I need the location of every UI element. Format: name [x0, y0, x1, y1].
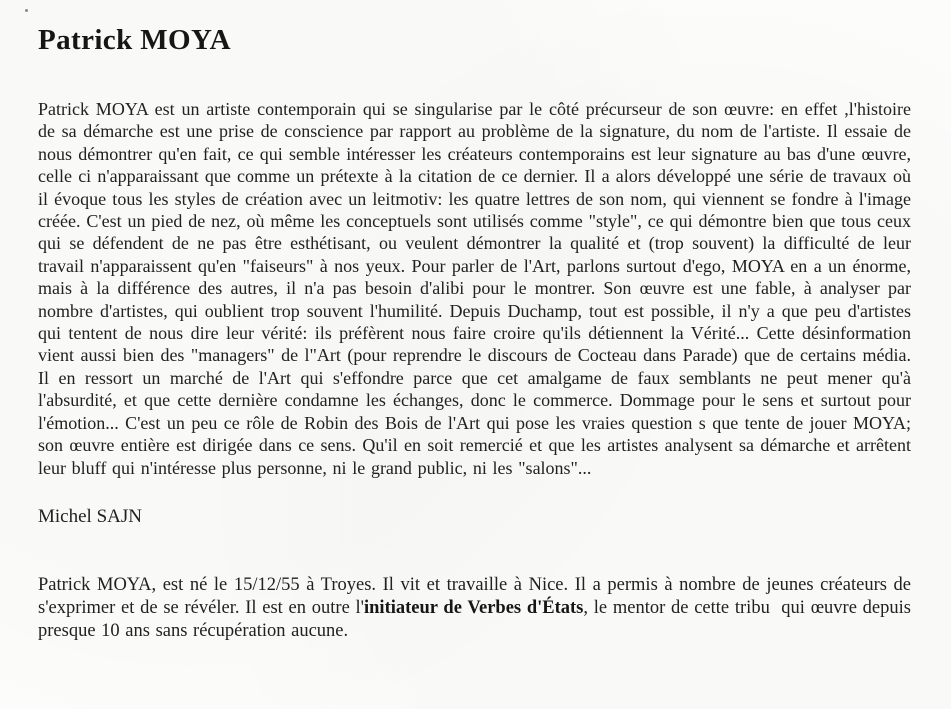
bio-text-post: , le mentor de cette tribu qui œuvre depuis presque 10 ans sans récupération aucune. — [38, 597, 911, 641]
scan-speck — [25, 9, 28, 12]
bio-text-pre: Patrick MOYA, est né le 15/12/55 à Troyes. Il vit et travaille à Nice. Il a permis à nombre de jeunes créateurs de s'exprimer et de se révéler. Il est en outre l' — [38, 574, 911, 618]
bio-text-bold: initiateur de Verbes d'États — [364, 597, 584, 618]
main-paragraph: Patrick MOYA est un artiste contemporain qui se singularise par le côté précurseur de son œuvre: en effet ,l'histoire de sa démarche est une prise de conscience par rapport au problème de la signature, du nom de l'artiste. Il essaie de nous démontrer qu'en fait, ce qui semble intéresser les créateurs contemporains est leur signature au bas d'une œuvre, celle ci n'apparaissant que comme un prétexte à la citation de ce dernier. Il a alors développé une série de travaux où il évoque tous les styles de création avec un leitmotiv: les quatre lettres de son nom, qui viennent se fondre à l'image créée. C'est un pied de nez, où même les conceptuels sont utilisés comme "style", ce qui démontre bien que tous ceux qui se défendent de ne pas être esthétisant, ou veulent démontrer la qualité et (trop souvent) la difficulté de leur travail n'apparaissent qu'en "faiseurs" à nos yeux. Pour parler de l'Art, parlons surtout d'ego, MOYA en a un énorme, mais à la différence des autres, il n'a pas besoin d'alibi pour le montrer. Son œuvre est une fable, à analyser par nombre d'artistes, qui oublient trop souvent l'humilité. Depuis Duchamp, tout est possible, il n'y a que peu d'artistes qui tentent de nous dire leur vérité: ils préfèrent nous faire croire qu'ils détiennent la Vérité... Cette désinformation vient aussi bien des "managers" de l"Art (pour reprendre le discours de Cocteau dans Parade) que de certains média. Il en ressort un marché de l'Art qui s'effondre parce que cet amalgame de faux semblants ne peut mener qu'à l'absurdité, et que cette dernière condamne les échanges, donc le commerce. Dommage pour le sens et surtout pour l'émotion... C'est un peu ce rôle de Robin des Bois de l'Art qui pose les vraies question s que tente de jouer MOYA; son œuvre entière est dirigée dans ce sens. Qu'il en soit remercié et que les artistes analysent sa démarche et arrêtent leur bluff qui n'intéresse plus personne, ni le grand public, ni les "salons"... — [38, 99, 911, 478]
page-title: Patrick MOYA — [38, 24, 232, 56]
bio-paragraph — [38, 574, 911, 643]
author-signature: Michel SAJN — [38, 505, 142, 527]
